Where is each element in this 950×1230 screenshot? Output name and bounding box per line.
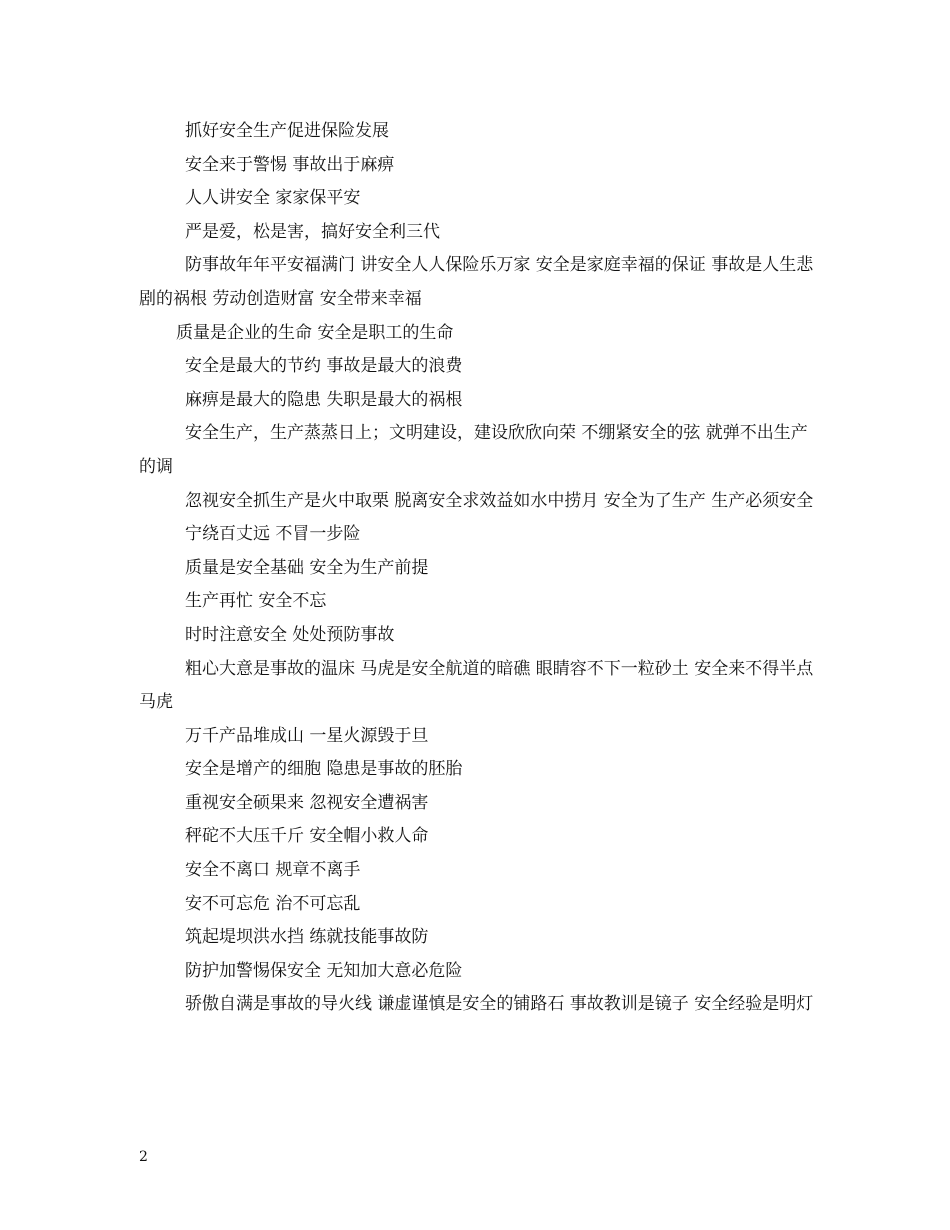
page-number: 2 (139, 1149, 148, 1165)
paragraph: 骄傲自满是事故的导火线 谦虚谨慎是安全的铺路石 事故教训是镜子 安全经验是明灯 (185, 994, 814, 1015)
paragraph: 生产再忙 安全不忘 (185, 591, 327, 612)
slogan-list (139, 115, 819, 1022)
paragraph: 安全是最大的节约 事故是最大的浪费 (185, 356, 463, 377)
paragraph: 忽视安全抓生产是火中取栗 脱离安全求效益如水中捞月 安全为了生产 生产必须安全 (185, 490, 814, 511)
paragraph: 防事故年年平安福满门 讲安全人人保险乐万家 安全是家庭幸福的保证 事故是人生悲剧的祸根 劳动创造财富 安全带来幸福 (139, 255, 814, 309)
paragraph: 重视安全硕果来 忽视安全遭祸害 (185, 792, 429, 813)
paragraph: 筑起堤坝洪水挡 练就技能事故防 (185, 927, 429, 948)
paragraph: 质量是安全基础 安全为生产前提 (185, 557, 429, 578)
paragraph: 安全来于警惕 事故出于麻痹 (185, 154, 395, 175)
paragraph: 抓好安全生产促进保险发展 (185, 121, 389, 141)
paragraph: 安全不离口 规章不离手 (185, 860, 361, 881)
paragraph: 严是爱，松是害，搞好安全利三代 (185, 221, 440, 242)
paragraph: 宁绕百丈远 不冒一步险 (185, 524, 361, 545)
paragraph: 时时注意安全 处处预防事故 (185, 624, 395, 645)
paragraph: 防护加警惕保安全 无知加大意必危险 (185, 960, 463, 981)
paragraph: 安全是增产的细胞 隐患是事故的胚胎 (185, 759, 463, 780)
paragraph: 麻痹是最大的隐患 失职是最大的祸根 (185, 389, 463, 410)
paragraph: 万千产品堆成山 一星火源毁于旦 (185, 725, 429, 746)
paragraph: 质量是企业的生命 安全是职工的生命 (176, 322, 454, 343)
paragraph: 人人讲安全 家家保平安 (185, 188, 361, 209)
paragraph: 安不可忘危 治不可忘乱 (185, 893, 361, 914)
paragraph: 安全生产，生产蒸蒸日上；文明建设，建设欣欣向荣 不绷紧安全的弦 就弹不出生产的调 (139, 423, 808, 477)
paragraph: 秤砣不大压千斤 安全帽小救人命 (185, 826, 429, 847)
paragraph: 粗心大意是事故的温床 马虎是安全航道的暗礁 眼睛容不下一粒砂土 安全来不得半点马虎 (139, 658, 814, 713)
